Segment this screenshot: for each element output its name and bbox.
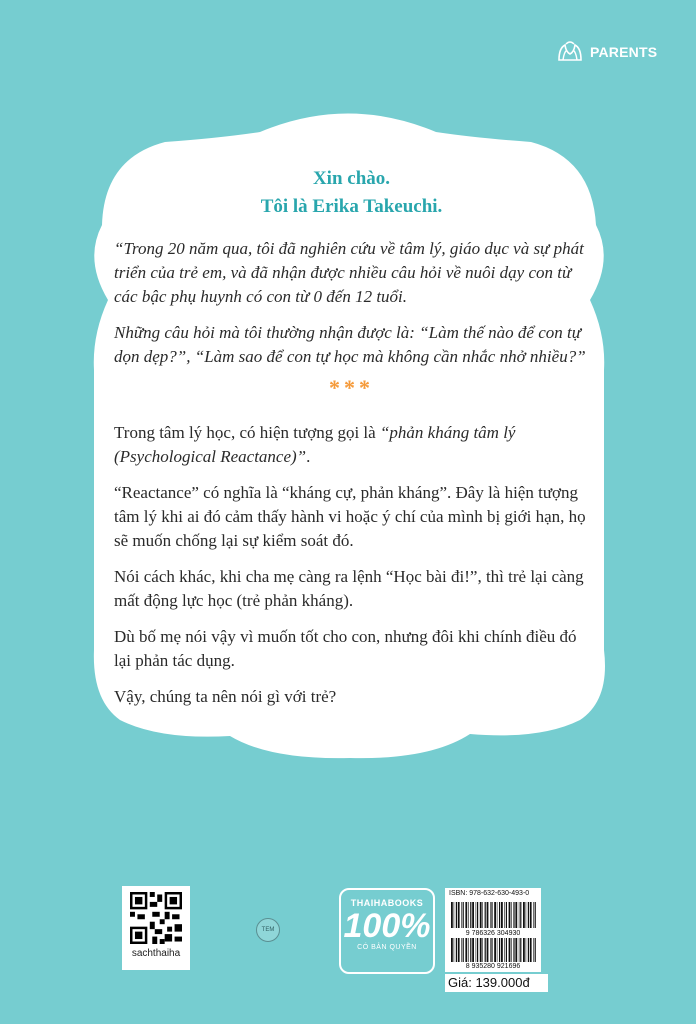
brand-label: PARENTS [590, 44, 658, 60]
barcode-icon [449, 900, 537, 970]
separator-stars: *** [329, 375, 374, 400]
publisher-name: THAIHABOOKS [350, 898, 424, 908]
publisher-badge-number: 100% [343, 907, 431, 945]
body-paragraph-2: “Reactance” có nghĩa là “kháng cự, phản kháng”. Đây là hiện tượng tâm lý khi ai đó cảm thấy hành vi hoặc ý chí của mình bị giới hạn, họ sẽ muốn chống lại sự kiểm soát đó. [114, 483, 586, 550]
body-paragraph-4: Dù bố mẹ nói vậy vì muốn tốt cho con, nhưng đôi khi chính điều đó lại phản tác dụng. [114, 627, 577, 670]
body-paragraph-1 [114, 421, 589, 469]
body-paragraph-5: Vậy, chúng ta nên nói gì với trẻ? [114, 687, 337, 706]
qr-code-icon [130, 892, 182, 944]
body-p1-end: . [306, 447, 311, 466]
greeting-line-2: Tôi là Erika Takeuchi. [260, 196, 443, 217]
body-p1-italic: “phản kháng tâm lý (Psychological Reactance)” [114, 423, 516, 466]
quote-paragraph-1: “Trong 20 năm qua, tôi đã nghiên cứu về tâm lý, giáo dục và sự phát triển của trẻ em, và đã nhận được nhiều câu hỏi về nuôi dạy con từ các bậc phụ huynh có con từ 0 đến 12 tuổi. [114, 239, 584, 306]
quote-paragraph-2: Những câu hỏi mà tôi thường nhận được là: “Làm thế nào để con tự dọn dẹp?”, “Làm sao để con tự học mà không cần nhắc nhở nhiều?” [114, 323, 586, 366]
publisher-badge [339, 888, 435, 974]
barcode-2-digits: 8 935280 921696 [465, 963, 521, 970]
body-paragraph-3: Nói cách khác, khi cha mẹ càng ra lệnh “Học bài đi!”, thì trẻ lại càng mất động lực học (trẻ phản kháng). [114, 567, 584, 610]
greeting [114, 165, 589, 221]
tem-stamp: TEM [256, 918, 280, 942]
barcode-1-digits: 9 786326 304930 [465, 930, 521, 937]
body-p1-start: Trong tâm lý học, có hiện tượng gọi là [114, 423, 380, 442]
publisher-badge-caption: CÓ BẢN QUYỀN [357, 944, 417, 951]
back-cover-text [114, 165, 589, 721]
qr-caption: sachthaiha [131, 948, 181, 959]
greeting-line-1: Xin chào. [312, 168, 391, 189]
qr-code-box[interactable] [122, 886, 190, 970]
isbn-barcode-box [445, 888, 541, 972]
isbn-text: ISBN: 978-632-630-493-0 [445, 888, 541, 899]
price-label: Giá: 139.000đ [445, 974, 548, 992]
